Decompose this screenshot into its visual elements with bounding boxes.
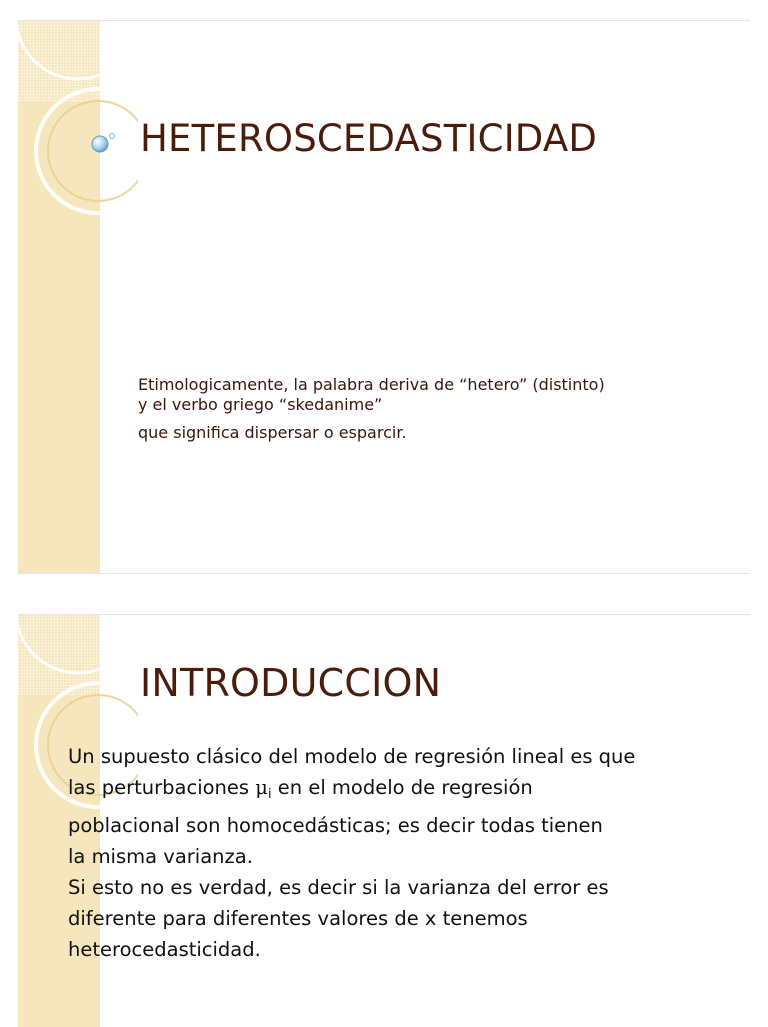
- slide-side-strip: [18, 21, 100, 573]
- decorative-circles: [18, 21, 138, 261]
- meaning-paragraph: que significa dispersar o esparcir.: [138, 423, 407, 442]
- slide-2: [18, 614, 750, 1027]
- slide-title: HETEROSCEDASTICIDAD: [140, 117, 598, 160]
- body-line: la misma varianza.: [68, 845, 253, 868]
- slide-title: INTRODUCCION: [140, 661, 442, 705]
- bubble-bullet-icon: [90, 131, 120, 155]
- body-line: heterocedasticidad.: [68, 938, 261, 961]
- slide-body: [68, 741, 708, 965]
- mu-subscript: i: [267, 787, 272, 802]
- body-line: [68, 772, 708, 810]
- body-line: Si esto no es verdad, es decir si la varianza del error es: [68, 876, 609, 899]
- body-line: Un supuesto clásico del modelo de regresión lineal es que: [68, 745, 636, 768]
- slide-1: [18, 20, 750, 574]
- body-line-part: las perturbaciones: [68, 776, 256, 799]
- mu-symbol: μ: [255, 776, 268, 799]
- body-line-part: en el modelo de regresión: [271, 776, 533, 799]
- slide-body: [138, 375, 608, 451]
- etymology-paragraph: Etimologicamente, la palabra deriva de “hetero” (distinto) y el verbo griego “skedanime”: [138, 375, 605, 414]
- body-line: diferente para diferentes valores de x tenemos: [68, 907, 528, 930]
- body-line: poblacional son homocedásticas; es decir todas tienen: [68, 814, 603, 837]
